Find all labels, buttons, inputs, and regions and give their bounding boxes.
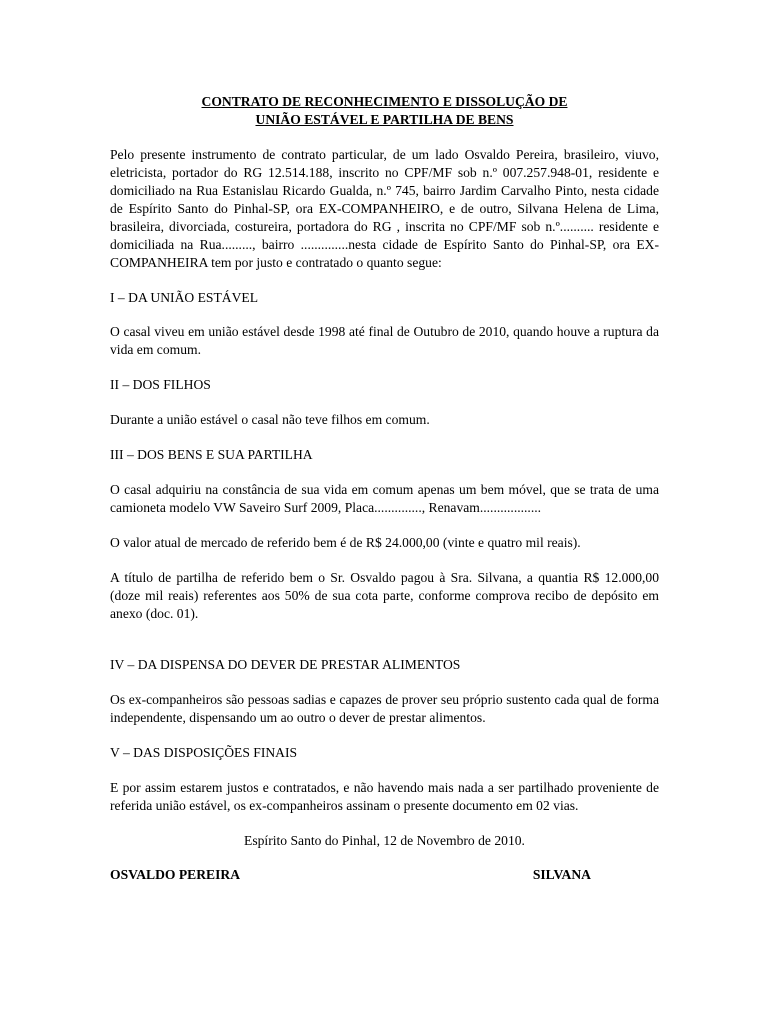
section-5-heading: V – DAS DISPOSIÇÕES FINAIS xyxy=(110,745,298,761)
section-2-paragraph-1: Durante a união estável o casal não teve filhos em comum. xyxy=(110,412,430,428)
section-4-heading: IV – DA DISPENSA DO DEVER DE PRESTAR ALIMENTOS xyxy=(110,657,461,673)
section-1-heading: I – DA UNIÃO ESTÁVEL xyxy=(110,289,259,305)
section-4-paragraph-1: Os ex-companheiros são pessoas sadias e capazes de prover seu próprio sustento cada qual de forma independente, dispensando um ao outro o dever de prestar alimentos. xyxy=(110,692,659,726)
section-1-paragraph-1: O casal viveu em união estável desde 1998 até final de Outubro de 2010, quando houve a ruptura da vida em comum. xyxy=(110,324,659,358)
intro-paragraph: Pelo presente instrumento de contrato particular, de um lado Osvaldo Pereira, brasileiro, viuvo, eletricista, portador do RG 12.514.188, inscrito no CPF/MF sob n.º 007.257.948-01, residente e domiciliado na Rua Estanislau Ricardo Gualda, n.º 745, bairro Jardim Carvalho Pinto, nesta cidade de Espírito Santo do Pinhal-SP, ora EX-COMPANHEIRO, e de outro, Silvana Helena de Lima, brasileira, divorciada, costureira, portadora do RG , inscrita no CPF/MF sob n.º.......... residente e domiciliada na Rua........., bairro ..............nesta cidade de Espírito Santo do Pinhal-SP, ora EX-COMPANHEIRA tem por justo e contratado o quanto segue: xyxy=(110,147,659,270)
place-date: Espírito Santo do Pinhal, 12 de Novembro de 2010. xyxy=(244,832,525,848)
section-3-heading: III – DOS BENS E SUA PARTILHA xyxy=(110,447,313,463)
section-3-paragraph-3: A título de partilha de referido bem o Sr. Osvaldo pagou à Sra. Silvana, a quantia R$ 12.000,00 (doze mil reais) referentes aos 50% de sua cota parte, conforme comprova recibo de depósito em anexo (doc. 01). xyxy=(110,569,659,621)
section-3-paragraph-1: O casal adquiriu na constância de sua vida em comum apenas um bem móvel, que se trata de uma camioneta modelo VW Saveiro Surf 2009, Placa.............., Renavam.................. xyxy=(110,481,659,515)
signature-left: OSVALDO PEREIRA xyxy=(110,866,241,882)
title-line-1: CONTRATO DE RECONHECIMENTO E DISSOLUÇÃO DE xyxy=(201,94,568,109)
section-2-heading: II – DOS FILHOS xyxy=(110,377,211,393)
title-line-2: UNIÃO ESTÁVEL E PARTILHA DE BENS xyxy=(255,111,514,127)
signature-block xyxy=(110,866,659,884)
section-5-paragraph-1: E por assim estarem justos e contratados, e não havendo mais nada a ser partilhado proveniente de referida união estável, os ex-companheiros assinam o presente documento em 02 vias. xyxy=(110,780,659,813)
document-title xyxy=(110,93,659,128)
contract-document xyxy=(110,93,659,884)
signature-right: SILVANA xyxy=(532,866,591,882)
section-3-paragraph-2: O valor atual de mercado de referido bem é de R$ 24.000,00 (vinte e quatro mil reais). xyxy=(110,534,581,550)
